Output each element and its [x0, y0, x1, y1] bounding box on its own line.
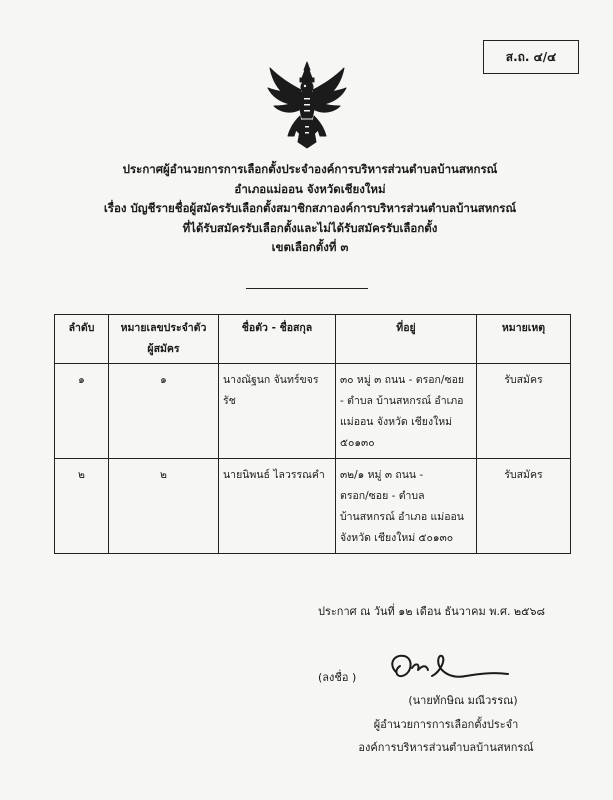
- table-row: [55, 364, 571, 459]
- announcement-date: ประกาศ ณ วันที่ ๑๒ เดือน ธันวาคม พ.ศ. ๒๕๖๘: [318, 605, 545, 618]
- heading-line-5: เขตเลือกตั้งที่ ๓: [271, 240, 349, 254]
- header-note: หมายเหตุ: [477, 315, 571, 364]
- signatory-position-line-2: องค์การบริหารส่วนตำบลบ้านสหกรณ์: [358, 741, 534, 754]
- announcement-heading: [80, 160, 540, 258]
- garuda-emblem-icon: [266, 60, 348, 150]
- signature-label: (ลงชื่อ ): [318, 671, 357, 684]
- heading-line-2: อำเภอแม่ออน จังหวัดเชียงใหม่: [234, 181, 386, 196]
- table-row: [55, 459, 571, 554]
- signatory-name: (นายทักษิณ มณีวรรณ): [408, 694, 518, 707]
- row-no: ๑: [55, 364, 109, 459]
- row-candidate-number: ๒: [109, 459, 219, 554]
- header-address: ที่อยู่: [336, 315, 477, 364]
- table-header-row: [55, 315, 571, 364]
- candidate-table: [54, 314, 571, 554]
- handwritten-signature: [382, 648, 512, 688]
- heading-line-1: ประกาศผู้อำนวยการการเลือกตั้งประจำองค์การบริหารส่วนตำบลบ้านสหกรณ์: [122, 162, 498, 176]
- row-candidate-number: ๑: [109, 364, 219, 459]
- header-candidate-number: หมายเลขประจำตัว ผู้สมัคร: [109, 315, 219, 364]
- row-no: ๒: [55, 459, 109, 554]
- heading-line-3: เรื่อง บัญชีรายชื่อผู้สมัครรับเลือกตั้งสมาชิกสภาองค์การบริหารส่วนตำบลบ้านสหกรณ์: [103, 201, 517, 215]
- row-name: นางณัฐนก จันทร์ขจรรัช: [219, 364, 336, 459]
- form-code-box: [483, 40, 579, 74]
- row-note: รับสมัคร: [477, 459, 571, 554]
- form-code-text: ส.ถ. ๔/๔: [505, 49, 557, 64]
- header-no: ลำดับ: [55, 315, 109, 364]
- row-address: ๓๒/๑ หมู่ ๓ ถนน - ตรอก/ซอย - ตำบล บ้านสหกรณ์ อำเภอ แม่ออน จังหวัด เชียงใหม่ ๕๐๑๓๐: [336, 459, 477, 554]
- row-address: ๓๐ หมู่ ๓ ถนน - ตรอก/ซอย - ตำบล บ้านสหกรณ์ อำเภอ แม่ออน จังหวัด เชียงใหม่ ๕๐๑๓๐: [336, 364, 477, 459]
- heading-line-4: ที่ได้รับสมัครรับเลือกตั้งและไม่ได้รับสมัครรับเลือกตั้ง: [182, 220, 438, 235]
- row-name: นายนิพนธ์ ไลวรรณคำ: [219, 459, 336, 554]
- row-note: รับสมัคร: [477, 364, 571, 459]
- header-name: ชื่อตัว - ชื่อสกุล: [219, 315, 336, 364]
- signatory-position-line-1: ผู้อำนวยการการเลือกตั้งประจำ: [373, 718, 519, 731]
- heading-divider: [246, 288, 368, 289]
